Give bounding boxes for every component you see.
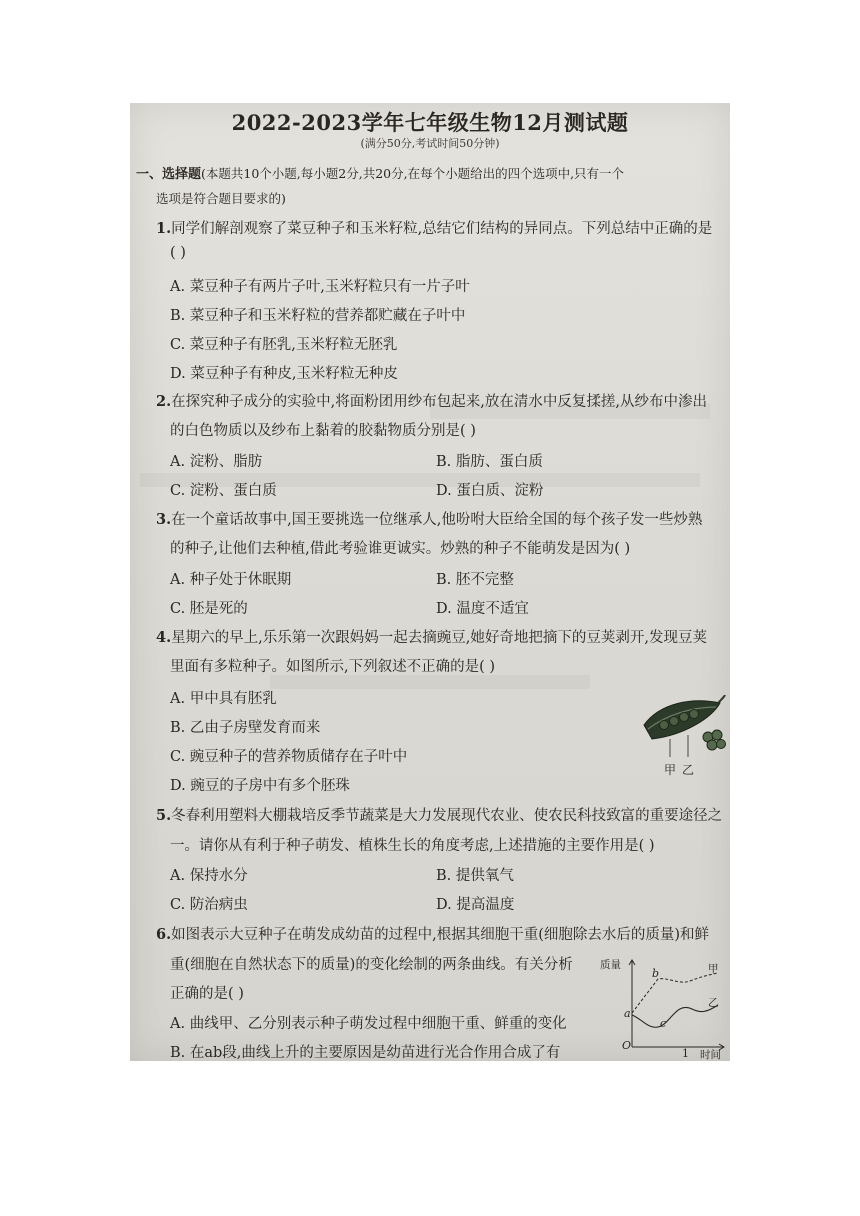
option-c[interactable]: C. 淀粉、蛋白质	[170, 483, 277, 499]
curve-jia-label: 甲	[708, 963, 719, 975]
option-b[interactable]: B. 胚不完整	[436, 572, 514, 588]
section-header	[136, 163, 624, 182]
question-2	[156, 390, 707, 411]
question-1	[156, 217, 712, 238]
option-a[interactable]: A. 曲线甲、乙分别表示种子萌发过程中细胞干重、鲜重的变化	[170, 1016, 567, 1032]
question-text-cont: 的白色物质以及纱布上黏着的胶黏物质分别是( )	[170, 423, 476, 439]
option-a[interactable]: A. 菜豆种子有两片子叶,玉米籽粒只有一片子叶	[170, 279, 470, 295]
x-axis-label: 时间	[700, 1049, 721, 1061]
question-number: 5.	[156, 807, 172, 824]
question-text: 在一个童话故事中,国王要挑选一位继承人,他吩咐大臣给全国的每个孩子发一些炒熟	[171, 512, 703, 528]
answer-blank: ( )	[170, 245, 186, 261]
question-text-cont: 正确的是( )	[170, 986, 244, 1002]
option-d[interactable]: D. 提高温度	[436, 897, 515, 913]
figure-label-jia: 甲	[664, 763, 677, 777]
exam-subtitle: (满分50分,考试时间50分钟)	[360, 137, 500, 150]
question-4	[156, 626, 707, 647]
question-text: 星期六的早上,乐乐第一次跟妈妈一起去摘豌豆,她好奇地把摘下的豆荚剥开,发现豆荚	[171, 630, 707, 646]
option-a[interactable]: A. 保持水分	[170, 868, 248, 884]
point-c-label: c	[660, 1017, 667, 1030]
page-number: 1	[682, 1047, 689, 1060]
option-d[interactable]: D. 温度不适宜	[436, 601, 529, 617]
option-d[interactable]: D. 蛋白质、淀粉	[436, 483, 544, 499]
question-number: 6.	[156, 926, 172, 943]
question-text-cont: 重(细胞在自然状态下的质量)的变化绘制的两条曲线。有关分析	[170, 957, 573, 973]
question-text-cont: 里面有多粒种子。如图所示,下列叙述不正确的是( )	[170, 659, 496, 675]
question-text: 同学们解剖观察了菜豆种子和玉米籽粒,总结它们结构的异同点。下列总结中正确的是	[171, 221, 713, 237]
section-desc-2: 选项是符合题目要求的)	[156, 191, 286, 206]
section-desc-1: (本题共10个小题,每小题2分,共20分,在每个小题给出的四个选项中,只有一个	[201, 166, 625, 181]
question-text: 在探究种子成分的实验中,将面粉团用纱布包起来,放在清水中反复揉搓,从纱布中渗出	[171, 394, 707, 410]
y-axis-label: 质量	[600, 959, 621, 971]
option-b[interactable]: B. 提供氧气	[436, 868, 514, 884]
option-c[interactable]: C. 菜豆种子有胚乳,玉米籽粒无胚乳	[170, 337, 398, 353]
option-a[interactable]: A. 淀粉、脂肪	[170, 454, 263, 470]
origin-label: O	[622, 1039, 632, 1052]
option-b[interactable]: B. 乙由子房壁发育而来	[170, 720, 321, 736]
question-3	[156, 508, 702, 529]
question-number: 1.	[156, 220, 172, 237]
option-b[interactable]: B. 菜豆种子和玉米籽粒的营养都贮藏在子叶中	[170, 308, 466, 324]
question-text: 如图表示大豆种子在萌发成幼苗的过程中,根据其细胞干重(细胞除去水后的质量)和鲜	[171, 927, 710, 943]
pea-pod-figure	[642, 695, 726, 781]
option-a[interactable]: A. 甲中具有胚乳	[170, 691, 277, 707]
question-number: 4.	[156, 629, 172, 646]
question-number: 2.	[156, 393, 172, 410]
question-number: 3.	[156, 511, 172, 528]
mass-curve-figure	[596, 955, 728, 1061]
exam-paper	[130, 103, 730, 1061]
option-c[interactable]: C. 豌豆种子的营养物质储存在子叶中	[170, 749, 408, 765]
question-5	[156, 804, 722, 825]
question-6	[156, 923, 709, 944]
section-desc-2-line	[156, 189, 286, 207]
exam-title: 2022-2023学年七年级生物12月测试题	[231, 110, 629, 135]
point-a-label: a	[624, 1007, 631, 1020]
pea-pod-illustration	[642, 695, 726, 761]
point-b-label: b	[652, 967, 660, 980]
option-b[interactable]: B. 在ab段,曲线上升的主要原因是幼苗进行光合作用合成了有	[170, 1045, 561, 1061]
option-a[interactable]: A. 种子处于休眠期	[170, 572, 292, 588]
option-b[interactable]: B. 脂肪、蛋白质	[436, 454, 543, 470]
figure-label-yi: 乙	[682, 763, 695, 777]
option-d[interactable]: D. 菜豆种子有种皮,玉米籽粒无种皮	[170, 366, 398, 382]
question-text-cont: 的种子,让他们去种植,借此考验谁更诚实。炒熟的种子不能萌发是因为( )	[170, 541, 631, 557]
option-c[interactable]: C. 胚是死的	[170, 601, 248, 617]
question-text-cont: 一。请你从有利于种子萌发、植株生长的角度考虑,上述措施的主要作用是( )	[170, 838, 655, 854]
section-head: 一、选择题	[136, 167, 202, 182]
option-c[interactable]: C. 防治病虫	[170, 897, 248, 913]
question-text: 冬春利用塑料大棚栽培反季节蔬菜是大力发展现代农业、使农民科技致富的重要途径之	[171, 808, 723, 824]
curve-yi-label: 乙	[708, 997, 719, 1009]
option-d[interactable]: D. 豌豆的子房中有多个胚珠	[170, 778, 350, 794]
